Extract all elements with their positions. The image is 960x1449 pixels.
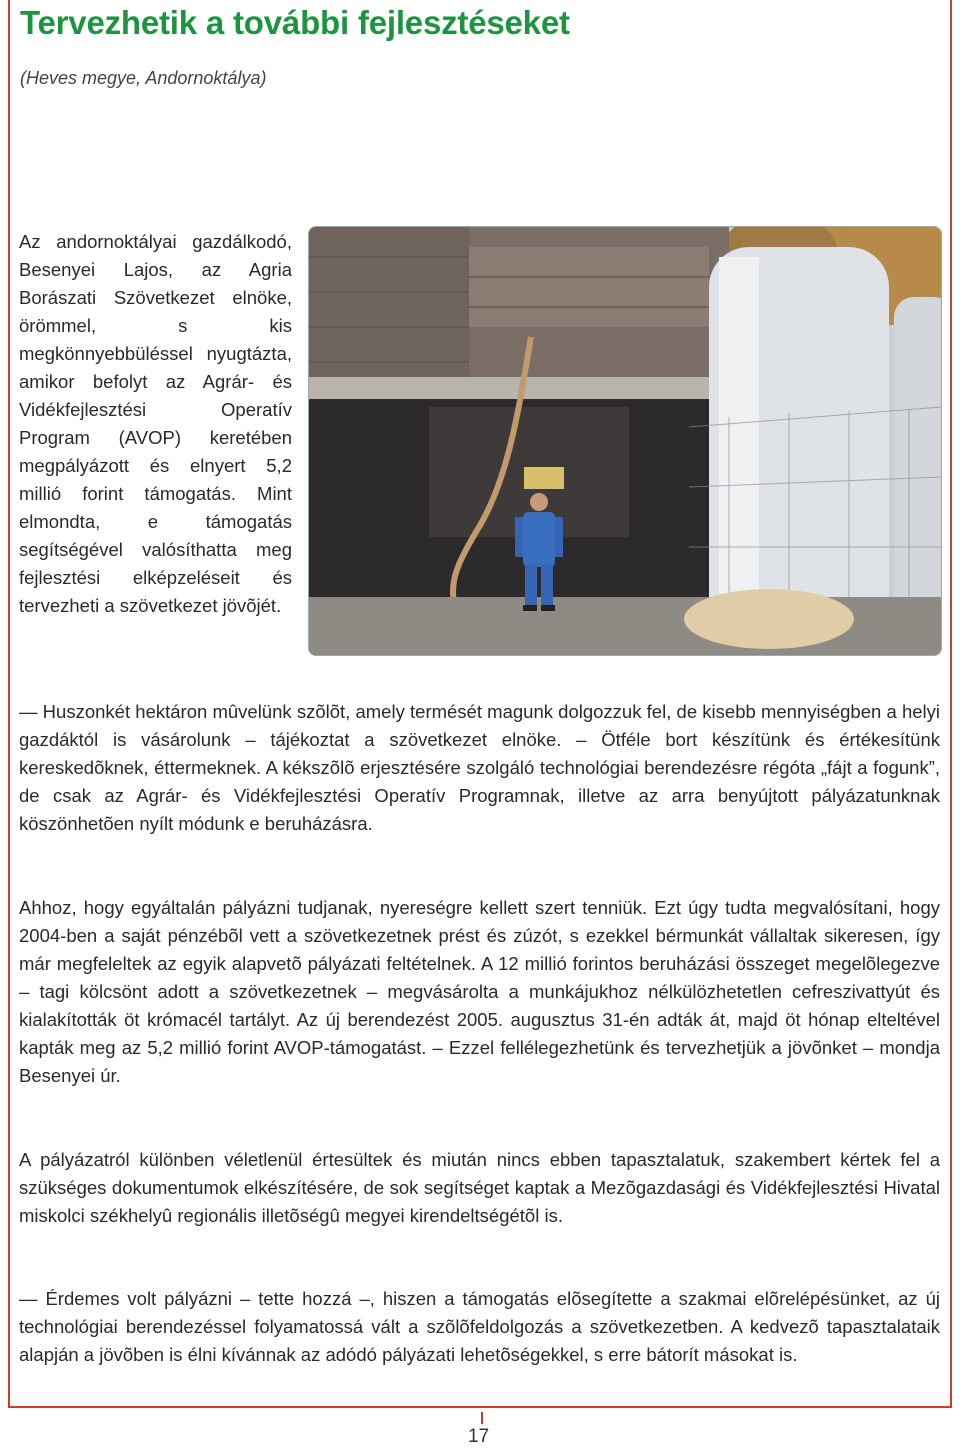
page-border-left <box>8 0 10 1408</box>
paragraph-1: — Huszonkét hektáron mûvelünk szõlõt, amely termését magunk dolgozzuk fel, de kisebb mennyiségben a helyi gazdáktól is vásárolunk – tájékoztat a szövetkezet elnöke. – Ötféle bort készítünk és értékesítünk kereskedõknek, éttermeknek. A kékszõlõ erjesztésére szolgáló technológiai berendezésre régóta „fájt a fogunk”, de csak az Agrár- és Vidékfejlesztési Operatív Programnak, illetve az arra benyújtott pályázatunknak köszönhetõen nyílt módunk e beruházásra. <box>19 701 940 834</box>
paragraph-2: Ahhoz, hogy egyáltalán pályázni tudjanak, nyereségre kellett szert tenniük. Ezt úgy tudta megvalósítani, hogy 2004-ben a saját pénzébõl vett a szövetkezetnek prést és zúzót, s ezekkel bérmunkát vállaltak sikeresen, így már megfeleltek az egyik alapvetõ pályázati feltételnek. A 12 millió forintos beruházási összeget megelõlegezve – tagi kölcsönt adott a szövetkezetnek – megvásárolta a munkájukhoz nélkülözhetetlen cefreszivattyút és kialakították öt krómacél tartályt. Az új berendezést 2005. augusztus 31-én adták át, majd öt hónap elteltével kapták meg az 5,2 millió forint AVOP-támogatást. – Ezzel fellélegezhetünk és tervezhetjük a jövõnket – mondja Besenyei úr. <box>19 897 940 1086</box>
paragraph-3: A pályázatról különben véletlenül értesültek és miután nincs ebben tapasztalatuk, szakembert kértek fel a szükséges dokumentumok elkészítésére, de sok segítséget kaptak a Mezõgazdasági és Vidékfejlesztési Hivatal miskolci székhelyû regionális illetõségû megyei kirendeltségétõl is. <box>19 1149 940 1226</box>
page-border-right <box>950 0 952 1408</box>
paragraph-4: — Érdemes volt pályázni – tette hozzá –, hiszen a támogatás elõsegítette a szakmai elõrelépésünket, az új technológiai berendezéssel folyamatossá vált a szõlõfeldolgozás a szövetkezetben. A kedvezõ tapasztalataik alapján a jövõben is élni kívánnak az adódó pályázati lehetõségekkel, s erre bátorít másokat is. <box>19 1288 940 1365</box>
article-title: Tervezhetik a további fejlesztéseket <box>20 4 570 41</box>
intro-paragraph: Az andornoktályai gazdálkodó, Besenyei Lajos, az Agria Borászati Szövetkezet elnöke, örömmel, s kis megkönnyebbüléssel nyugtázta, amikor befolyt az Agrár- és Vidékfejlesztési Operatív Program (AVOP) keretében megpályázott és elnyert 5,2 millió forint támogatás. Mint elmondta, e támogatás segítségével valósíthatta meg fejlesztési elképzeléseit és tervezheti a szövetkezet jövõjét. <box>19 231 292 616</box>
winery-photo <box>308 226 942 656</box>
page-border-bottom <box>8 1406 952 1408</box>
page-number-tick <box>481 1412 483 1424</box>
page-number: 17 <box>468 1426 490 1447</box>
article-location: (Heves megye, Andornoktálya) <box>20 68 267 88</box>
